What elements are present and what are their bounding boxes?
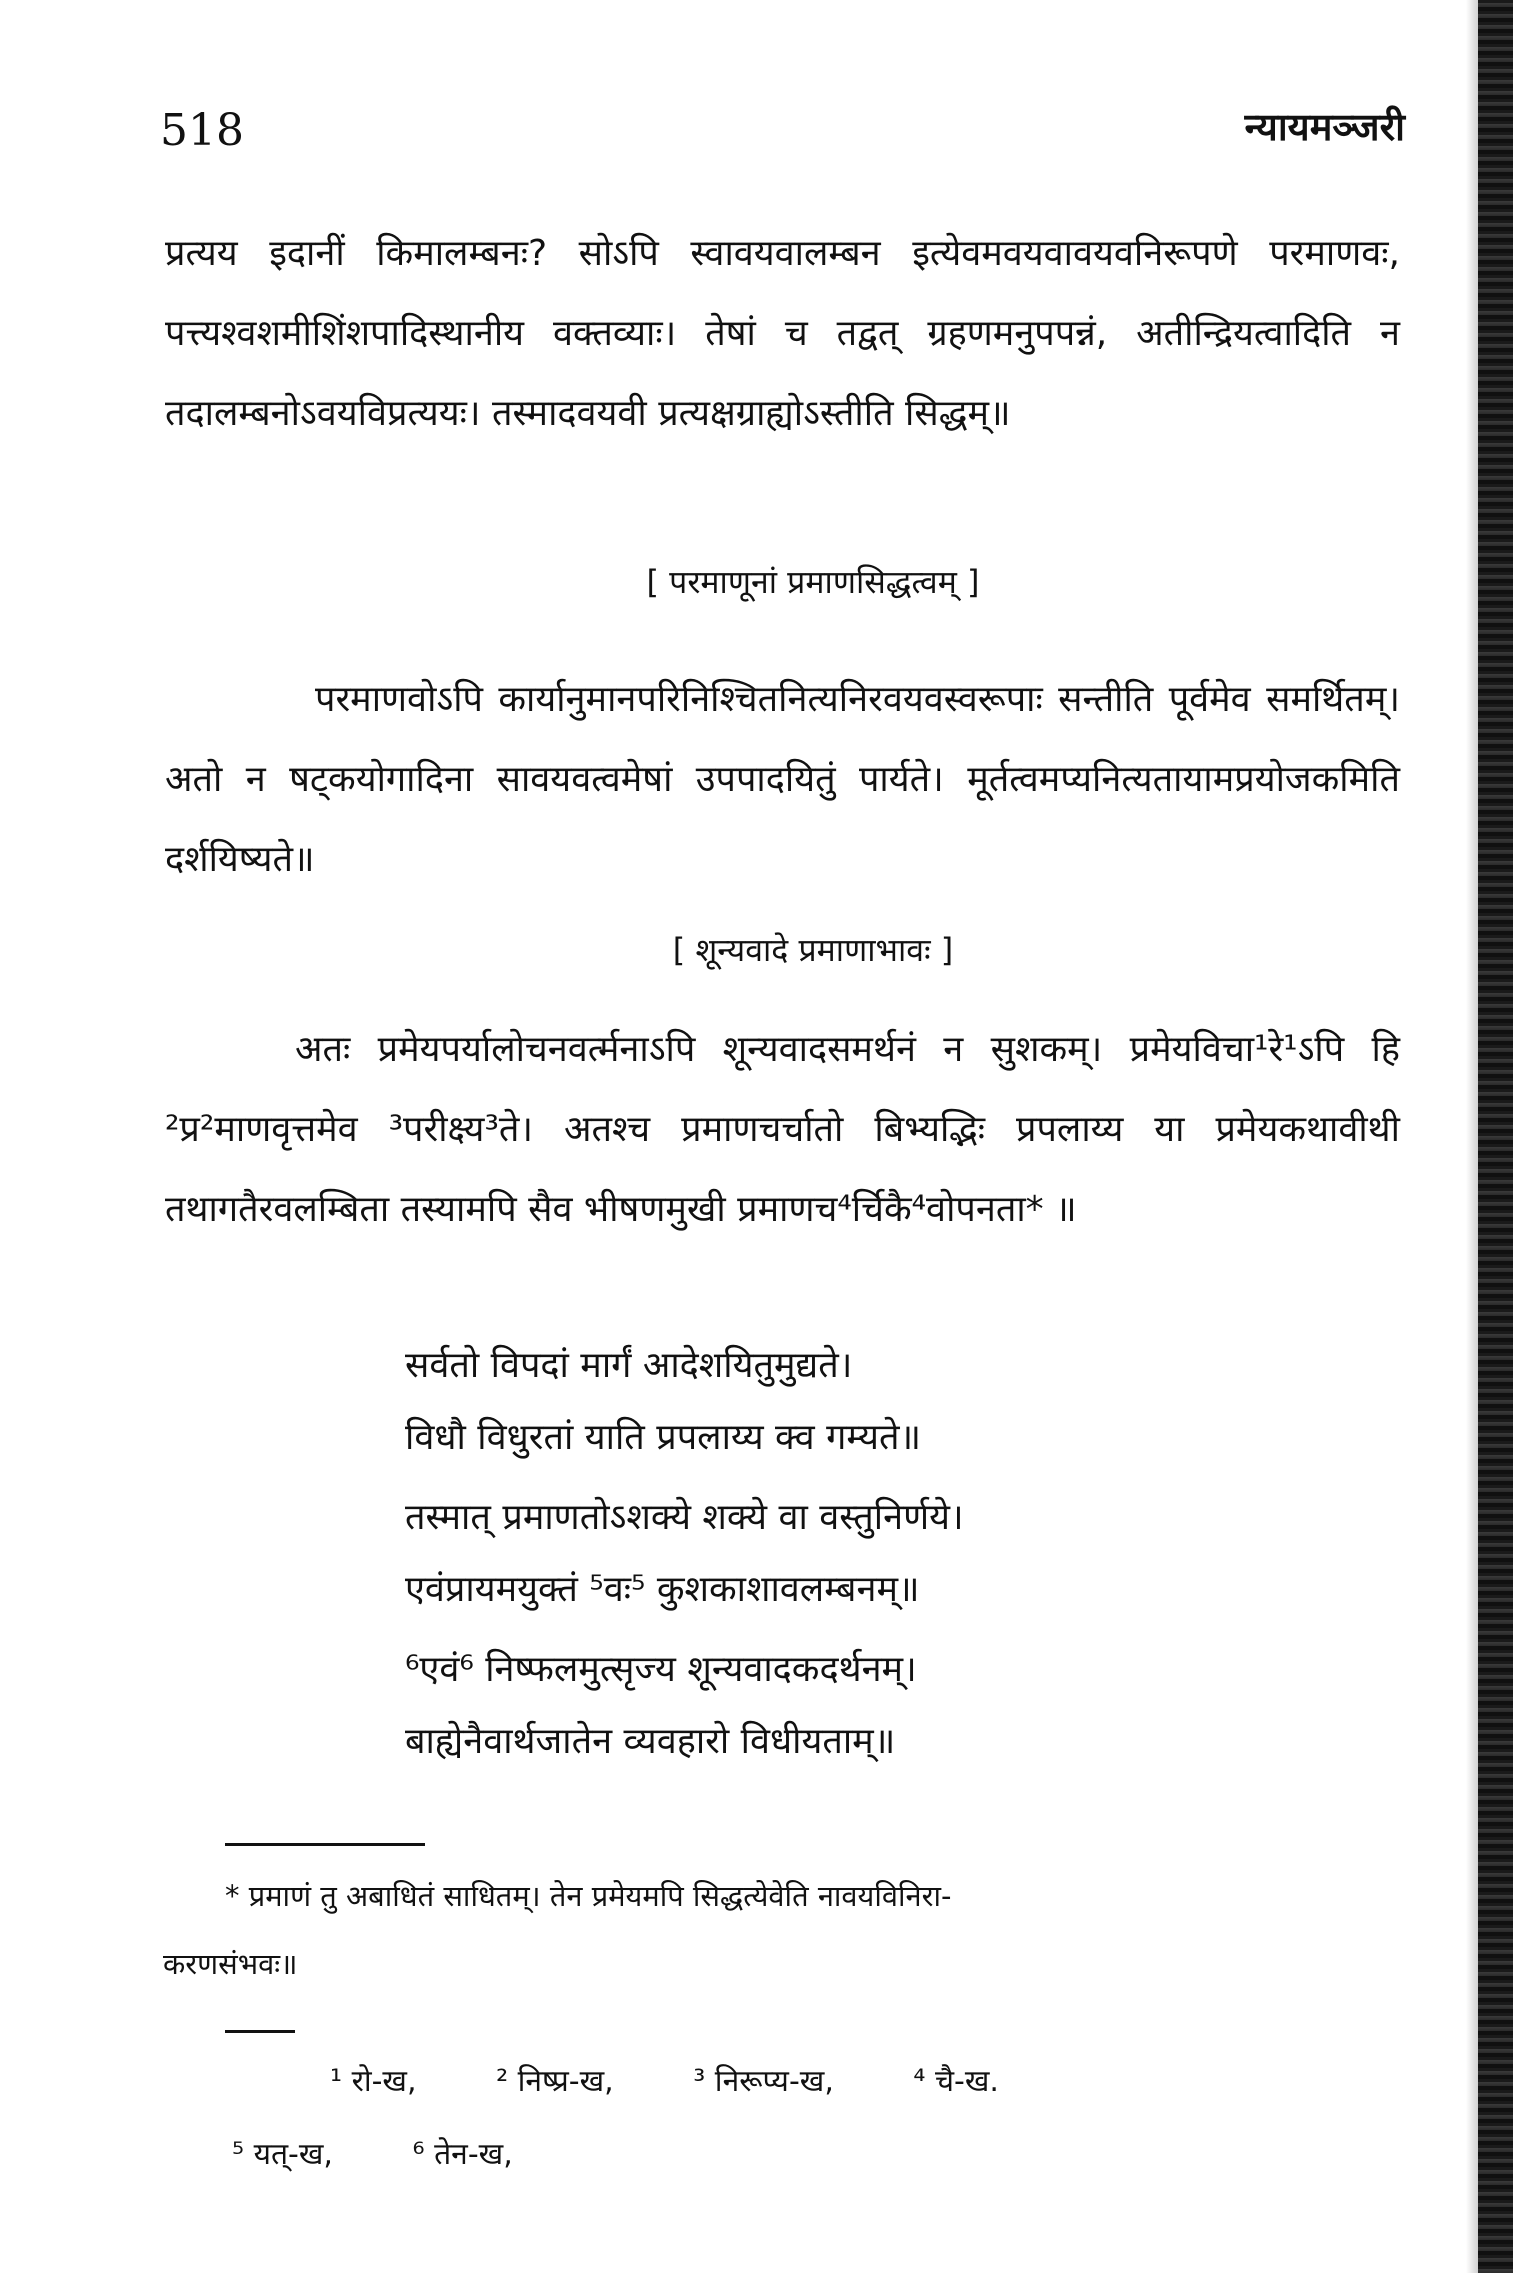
variant-readings-row2 — [232, 2125, 583, 2185]
page-edge-shadow — [1466, 0, 1478, 2273]
verse-line: सर्वतो विपदां मार्गं आदेशयितुमुद्यते। — [405, 1345, 853, 1386]
verse-line: एवंप्रायमयुक्तं ⁵वः⁵ कुशकाशावलम्बनम्॥ — [405, 1569, 920, 1610]
running-title: न्यायमञ्जरी — [1244, 105, 1405, 149]
variant-readings-row1 — [330, 2052, 1069, 2112]
verse-line: ⁶एवं⁶ निष्फलमुत्सृज्य शून्यवादकदर्थनम्। — [405, 1649, 917, 1690]
page-number: 518 — [160, 105, 244, 156]
paragraph-avayavi: प्रत्यय इदानीं किमालम्बनः? सोऽपि स्वावयवालम्बन इत्येवमवयवावयवनिरूपणे परमाणवः, पत्त्यश्वशमीशिंशपादिस्थानीय वक्तव्याः। तेषां च तद्वत् ग्रहणमनुपपन्नं, अतीन्द्रियत्वादिति न तदालम्बनोऽवयविप्रत्ययः। तस्मादवयवी प्रत्यक्षग्राह्योऽस्तीति सिद्धम्॥ — [165, 233, 1400, 434]
verse-line: विधौ विधुरतां याति प्रपलाय्य क्व गम्यते॥ — [405, 1417, 922, 1458]
footnote-star-line1: * प्रमाणं तु अबाधितं साधितम्। तेन प्रमेयमपि सिद्धत्येवेति नावयविनिरा- — [225, 1879, 952, 1913]
verse-block — [405, 1330, 1405, 1778]
section-heading-shunyavada: [ शून्यवादे प्रमाणाभावः ] — [672, 931, 954, 969]
footnote-star-line2: करणसंभवः॥ — [163, 1947, 298, 1981]
scanned-page-edge — [1478, 0, 1513, 2273]
variant-reading: ¹ रो-ख, — [330, 2064, 417, 2099]
variant-reading: ⁶ तेन-ख, — [412, 2137, 513, 2172]
variant-reading: ² निष्प्र-ख, — [496, 2064, 614, 2099]
paragraph-paramanu: परमाणवोऽपि कार्यानुमानपरिनिश्चितनित्यनिरवयवस्वरूपाः सन्तीति पूर्वमेव समर्थितम्। अतो न षट्कयोगादिना सावयवत्वमेषां उपपादयितुं पार्यते। मूर्तत्वमप्यनित्यतायामप्रयोजकमिति दर्शयिष्यते॥ — [165, 679, 1400, 880]
verse-line: तस्मात् प्रमाणतोऽशक्ये शक्ये वा वस्तुनिर्णये। — [405, 1497, 964, 1538]
variants-divider — [225, 2030, 295, 2033]
variant-reading: ⁴ चै-ख. — [913, 2064, 999, 2099]
variant-reading: ⁵ यत्-ख, — [232, 2137, 333, 2172]
paragraph-shunyavada: अतः प्रमेयपर्यालोचनवर्त्मनाऽपि शून्यवादसमर्थनं न सुशकम्। प्रमेयविचा¹रे¹ऽपि हि ²प्र²माणवृत्तमेव ³परीक्ष्य³ते। अतश्च प्रमाणचर्चातो बिभ्यद्भिः प्रपलाय्य या प्रमेयकथावीथी तथागतैरवलम्बिता तस्यामपि सैव भीषणमुखी प्रमाणच⁴र्चिकै⁴वोपनता* ॥ — [165, 1029, 1400, 1230]
footnote-star — [163, 1862, 1455, 1998]
verse-line: बाह्येनैवार्थजातेन व्यवहारो विधीयताम्॥ — [405, 1721, 896, 1762]
variant-reading: ³ निरूप्य-ख, — [693, 2064, 834, 2099]
section-heading-paramanu: [ परमाणूनां प्रमाणसिद्धत्वम् ] — [646, 563, 980, 601]
footnote-divider — [225, 1843, 425, 1846]
